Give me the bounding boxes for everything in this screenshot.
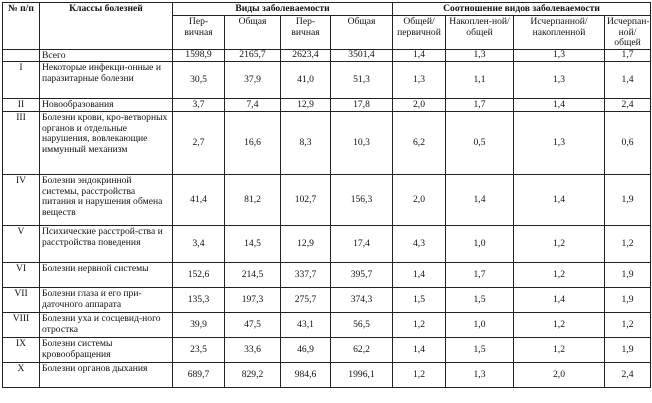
value-cell: 1,3 <box>446 49 514 62</box>
value-cell: 1,2 <box>514 337 605 362</box>
value-cell: 23,5 <box>173 337 225 362</box>
subheader-col-1: Пер-вичная <box>173 16 225 50</box>
disease-class: Болезни органов дыхания <box>40 362 173 387</box>
value-cell: 1,4 <box>605 62 651 99</box>
value-cell: 1,4 <box>393 262 446 287</box>
value-cell: 51,3 <box>331 62 393 99</box>
table-row <box>3 287 651 312</box>
subheader-col-3: Пер-вичная <box>281 16 331 50</box>
value-cell: 829,2 <box>225 362 281 387</box>
value-cell: 152,6 <box>173 262 225 287</box>
value-cell: 1,5 <box>446 337 514 362</box>
value-cell: 1,4 <box>446 174 514 225</box>
value-cell: 1,2 <box>514 225 605 262</box>
row-number: I <box>3 62 40 99</box>
value-cell: 39,9 <box>173 312 225 337</box>
value-cell: 337,7 <box>281 262 331 287</box>
value-cell: 2,0 <box>514 362 605 387</box>
value-cell: 1,1 <box>446 62 514 99</box>
row-number <box>3 49 40 62</box>
disease-class: Болезни глаза и его при-даточного аппарата <box>40 287 173 312</box>
value-cell: 689,7 <box>173 362 225 387</box>
value-cell: 1,3 <box>446 362 514 387</box>
subheader-col-2: Общая <box>225 16 281 50</box>
value-cell: 3501,4 <box>331 49 393 62</box>
value-cell: 1,0 <box>446 312 514 337</box>
disease-class: Болезни уха и сосцевид-ного отростка <box>40 312 173 337</box>
value-cell: 1,4 <box>514 99 605 112</box>
value-cell: 2,0 <box>393 174 446 225</box>
disease-class: Болезни системы кровообращения <box>40 337 173 362</box>
value-cell: 2165,7 <box>225 49 281 62</box>
value-cell: 3,7 <box>173 99 225 112</box>
value-cell: 12,9 <box>281 99 331 112</box>
table-row <box>3 174 651 225</box>
table-row <box>3 49 651 62</box>
value-cell: 43,1 <box>281 312 331 337</box>
value-cell: 275,7 <box>281 287 331 312</box>
value-cell: 1,5 <box>393 287 446 312</box>
value-cell: 41,0 <box>281 62 331 99</box>
value-cell: 0,5 <box>446 111 514 174</box>
value-cell: 1,9 <box>605 287 651 312</box>
table-row <box>3 362 651 387</box>
row-number: V <box>3 225 40 262</box>
value-cell: 395,7 <box>331 262 393 287</box>
ratios-header: Соотношение видов заболеваемости <box>393 3 651 16</box>
subheader-col-6: Накоплен-ной/общей <box>446 16 514 50</box>
value-cell: 156,3 <box>331 174 393 225</box>
row-number: IX <box>3 337 40 362</box>
value-cell: 33,6 <box>225 337 281 362</box>
disease-class: Психические расстрой-ства и расстройства поведения <box>40 225 173 262</box>
disease-class: Болезни эндокринной системы, расстройства питания и нарушения обмена веществ <box>40 174 173 225</box>
table-row <box>3 225 651 262</box>
value-cell: 62,2 <box>331 337 393 362</box>
classes-header: Классы болезней <box>40 3 173 50</box>
value-cell: 17,4 <box>331 225 393 262</box>
value-cell: 1598,9 <box>173 49 225 62</box>
value-cell: 197,3 <box>225 287 281 312</box>
value-cell: 1,4 <box>393 337 446 362</box>
value-cell: 1,4 <box>514 287 605 312</box>
disease-class: Новообразования <box>40 99 173 112</box>
row-number: VI <box>3 262 40 287</box>
table-row <box>3 111 651 174</box>
value-cell: 1,7 <box>446 99 514 112</box>
disease-class: Болезни крови, кро-ветворных органов и отдельные нарушения, вовлекающие иммунный механизм <box>40 111 173 174</box>
value-cell: 1,7 <box>446 262 514 287</box>
value-cell: 41,4 <box>173 174 225 225</box>
subheader-col-4: Общая <box>331 16 393 50</box>
value-cell: 2,4 <box>605 362 651 387</box>
value-cell: 17,8 <box>331 99 393 112</box>
value-cell: 135,3 <box>173 287 225 312</box>
table-row <box>3 99 651 112</box>
subheader-col-7: Исчерпанной/ накопленной <box>514 16 605 50</box>
value-cell: 2,0 <box>393 99 446 112</box>
value-cell: 1,5 <box>446 287 514 312</box>
value-cell: 47,5 <box>225 312 281 337</box>
row-number: X <box>3 362 40 387</box>
subheader-col-5: Общей/ первичной <box>393 16 446 50</box>
table-row <box>3 337 651 362</box>
value-cell: 10,3 <box>331 111 393 174</box>
value-cell: 3,4 <box>173 225 225 262</box>
value-cell: 2,4 <box>605 99 651 112</box>
value-cell: 1,3 <box>514 49 605 62</box>
disease-class: Всего <box>40 49 173 62</box>
value-cell: 1,9 <box>605 174 651 225</box>
disease-class: Некоторые инфекци-онные и паразитарные болезни <box>40 62 173 99</box>
num-header: № п/п <box>3 3 40 50</box>
value-cell: 12,9 <box>281 225 331 262</box>
value-cell: 1996,1 <box>331 362 393 387</box>
morbidity-table <box>2 2 651 388</box>
table-row <box>3 262 651 287</box>
value-cell: 6,2 <box>393 111 446 174</box>
types-header: Виды заболеваемости <box>173 3 393 16</box>
value-cell: 14,5 <box>225 225 281 262</box>
value-cell: 1,9 <box>605 262 651 287</box>
value-cell: 1,0 <box>446 225 514 262</box>
value-cell: 4,3 <box>393 225 446 262</box>
value-cell: 1,2 <box>514 312 605 337</box>
value-cell: 1,3 <box>514 62 605 99</box>
value-cell: 2623,4 <box>281 49 331 62</box>
value-cell: 102,7 <box>281 174 331 225</box>
row-number: VII <box>3 287 40 312</box>
value-cell: 1,3 <box>514 111 605 174</box>
row-number: II <box>3 99 40 112</box>
value-cell: 37,9 <box>225 62 281 99</box>
row-number: IV <box>3 174 40 225</box>
disease-class: Болезни нервной системы <box>40 262 173 287</box>
value-cell: 214,5 <box>225 262 281 287</box>
subheader-col-8: Исчерпан-ной/общей <box>605 16 651 50</box>
value-cell: 7,4 <box>225 99 281 112</box>
value-cell: 81,2 <box>225 174 281 225</box>
value-cell: 0,6 <box>605 111 651 174</box>
value-cell: 1,2 <box>605 312 651 337</box>
value-cell: 16,6 <box>225 111 281 174</box>
table-row <box>3 62 651 99</box>
value-cell: 1,2 <box>605 225 651 262</box>
value-cell: 46,9 <box>281 337 331 362</box>
value-cell: 2,7 <box>173 111 225 174</box>
value-cell: 1,2 <box>393 312 446 337</box>
row-number: VIII <box>3 312 40 337</box>
value-cell: 1,3 <box>393 62 446 99</box>
value-cell: 8,3 <box>281 111 331 174</box>
value-cell: 1,2 <box>393 362 446 387</box>
value-cell: 984,6 <box>281 362 331 387</box>
row-number: III <box>3 111 40 174</box>
value-cell: 1,4 <box>393 49 446 62</box>
value-cell: 1,7 <box>605 49 651 62</box>
value-cell: 56,5 <box>331 312 393 337</box>
value-cell: 30,5 <box>173 62 225 99</box>
value-cell: 374,3 <box>331 287 393 312</box>
value-cell: 1,2 <box>514 262 605 287</box>
value-cell: 1,4 <box>514 174 605 225</box>
value-cell: 1,9 <box>605 337 651 362</box>
table-row <box>3 312 651 337</box>
